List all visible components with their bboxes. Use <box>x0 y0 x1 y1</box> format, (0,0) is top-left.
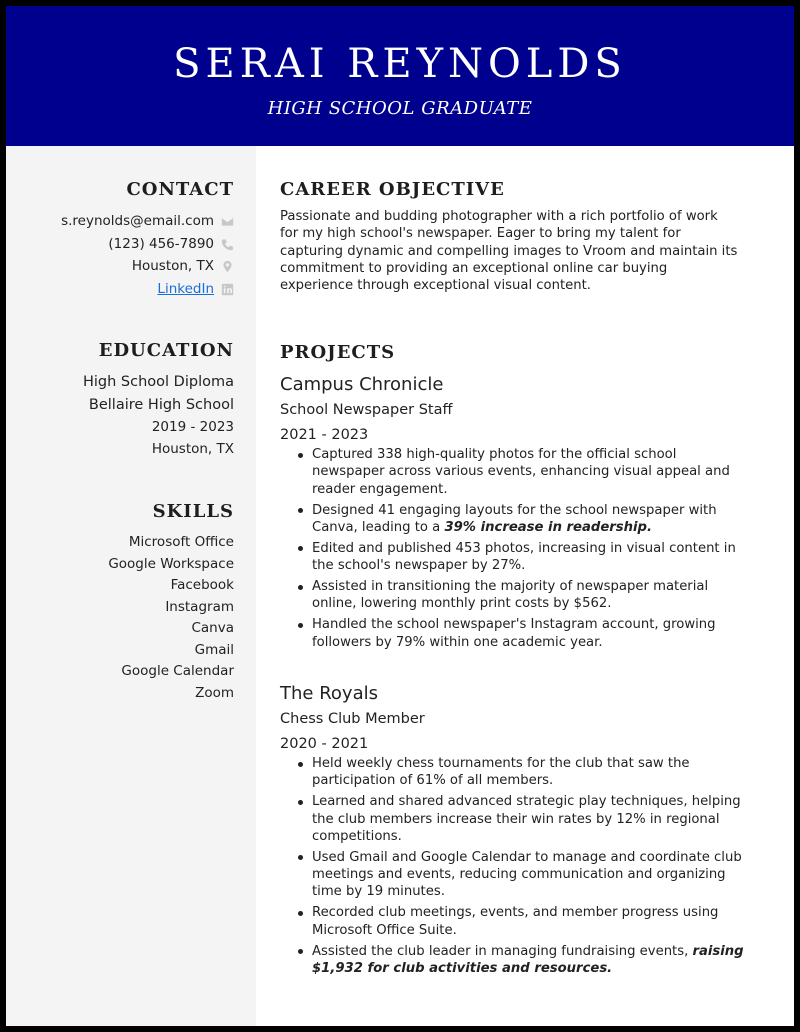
candidate-name: SERAI REYNOLDS <box>173 41 627 87</box>
project-role: Chess Club Member <box>280 711 425 727</box>
bullet-item <box>280 755 750 790</box>
education-heading: EDUCATION <box>98 340 234 361</box>
bullet-text: Held weekly chess tournaments for the club that saw the participation of 61% of all members. <box>312 756 690 789</box>
contact-heading: CONTACT <box>126 179 234 200</box>
candidate-title: HIGH SCHOOL GRADUATE <box>267 98 533 119</box>
education-school: Bellaire High School <box>88 397 234 413</box>
sidebar <box>6 146 256 1026</box>
bullet-item <box>280 904 750 939</box>
project-name: The Royals <box>280 683 378 704</box>
skill-item: Google Workspace <box>108 555 234 572</box>
skill-item: Canva <box>191 620 234 636</box>
education-degree: High School Diploma <box>83 374 234 390</box>
linkedin-icon <box>220 282 234 296</box>
project-dates: 2021 - 2023 <box>280 427 369 443</box>
projects-heading: PROJECTS <box>280 342 396 363</box>
bullet-item <box>280 578 750 613</box>
skill-item: Instagram <box>165 598 234 615</box>
project-bullets <box>280 755 750 977</box>
bullet-item <box>280 616 750 651</box>
email-text: s.reynolds@email.com <box>61 213 214 229</box>
bullet-emphasis: 39% increase in readership. <box>444 519 652 535</box>
bullet-emphasis: raising $1,932 for club activities and resources. <box>312 943 744 977</box>
bullet-text: Edited and published 453 photos, increasing in visual content in the school's newspaper by 27%. <box>312 540 736 574</box>
phone-text: (123) 456-7890 <box>108 235 214 252</box>
resume-page <box>6 6 794 1026</box>
education-years: 2019 - 2023 <box>151 419 234 435</box>
project-campus-chronicle <box>280 373 750 655</box>
bullet-item <box>280 540 750 575</box>
education-location: Houston, TX <box>151 440 234 457</box>
bullet-text: Assisted the club leader in managing fundraising events, <box>312 943 693 959</box>
envelope-icon <box>220 214 234 228</box>
location-text: Houston, TX <box>131 258 214 275</box>
skill-item: Microsoft Office <box>128 534 234 550</box>
bullet-item <box>280 793 750 845</box>
contact-phone[interactable] <box>6 233 234 256</box>
education-section <box>6 339 234 460</box>
contact-location <box>6 255 234 278</box>
phone-icon <box>220 237 234 251</box>
bullet-item <box>280 446 750 498</box>
project-the-royals <box>280 682 750 981</box>
resume-header <box>6 6 794 146</box>
contact-linkedin[interactable] <box>6 278 234 301</box>
bullet-text: Recorded club meetings, events, and member progress using Microsoft Office Suite. <box>312 905 719 938</box>
bullet-item <box>280 502 750 537</box>
skills-heading: SKILLS <box>152 501 234 522</box>
bullet-item <box>280 849 750 901</box>
skill-item: Facebook <box>170 577 234 593</box>
project-dates: 2020 - 2021 <box>280 736 369 752</box>
project-role: School Newspaper Staff <box>280 402 453 418</box>
bullet-text: Learned and shared advanced strategic play techniques, helping the club members increase their win rates by 12% in regional competitions. <box>312 794 741 844</box>
contact-email[interactable] <box>6 210 234 233</box>
linkedin-link[interactable]: LinkedIn <box>157 281 214 298</box>
skill-item: Zoom <box>195 684 234 701</box>
bullet-text: Designed 41 engaging layouts for the school newspaper with Canva, leading to a <box>312 502 717 535</box>
project-bullets <box>280 446 750 651</box>
map-pin-icon <box>220 260 234 274</box>
bullet-text: Captured 338 high-quality photos for the official school newspaper across various events, enhancing visual appeal and reader engagement. <box>312 447 730 497</box>
bullet-item <box>280 943 750 978</box>
career-objective-text: Passionate and budding photographer with a rich portfolio of work for my high school's newspaper. Eager to bring my talent for capturing dynamic and compelling images to Vroom and maintain its commitment to providing an exceptional online car buying experience through exceptional visual content. <box>280 209 738 294</box>
skill-item: Gmail <box>194 641 234 658</box>
contact-section <box>6 178 234 301</box>
skill-item: Google Calendar <box>121 663 234 679</box>
project-name: Campus Chronicle <box>280 374 444 395</box>
career-objective-heading: CAREER OBJECTIVE <box>280 179 505 200</box>
bullet-text: Handled the school newspaper's Instagram account, growing followers by 79% within one academic year. <box>312 617 716 650</box>
bullet-text: Used Gmail and Google Calendar to manage and coordinate club meetings and events, reducing communication and organizing time by 19 minutes. <box>312 849 742 900</box>
bullet-text: Assisted in transitioning the majority of newspaper material online, lowering monthly print costs by $562. <box>312 579 709 612</box>
skills-section <box>6 500 234 704</box>
